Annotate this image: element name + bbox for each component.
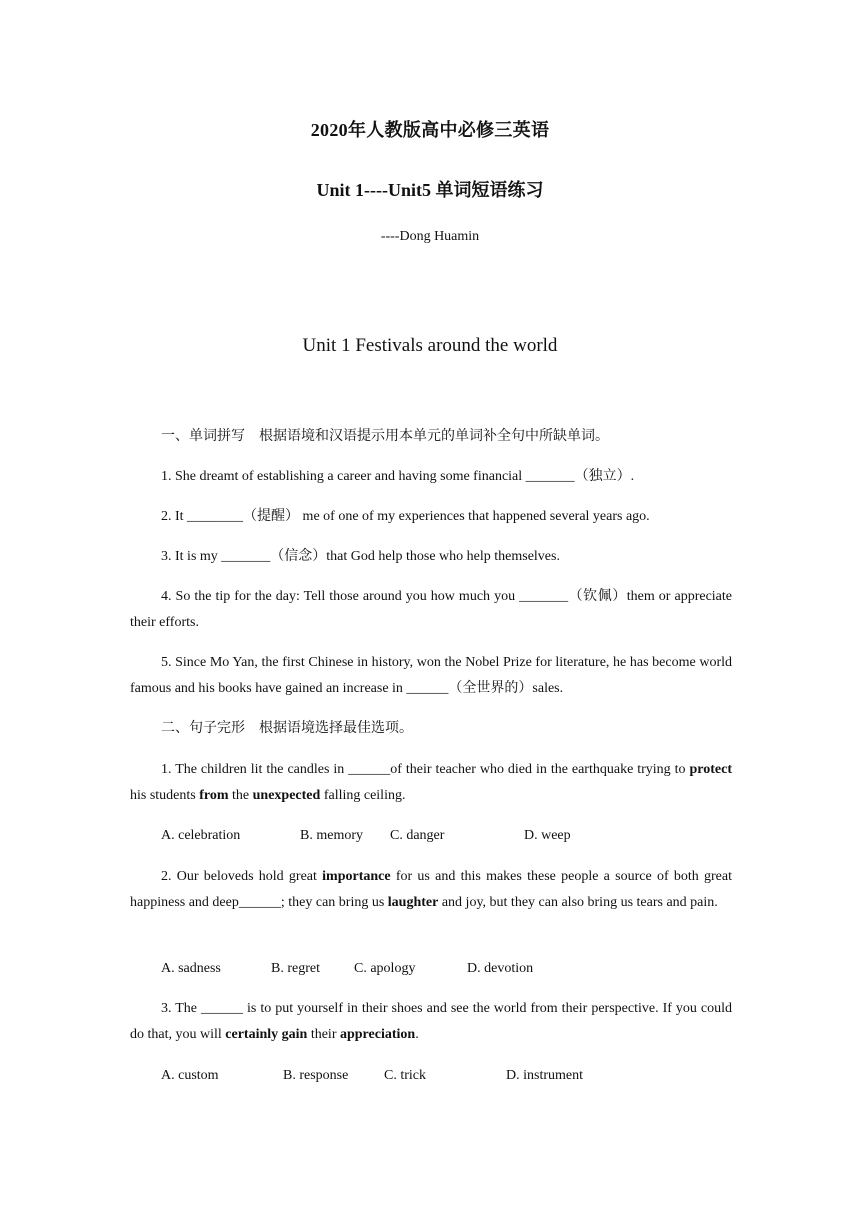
section1-item-4: 4. So the tip for the day: Tell those around you how much you _______（钦佩）them or appreciate their efforts. xyxy=(130,589,732,630)
option-d: D. weep xyxy=(524,828,571,843)
question-text: falling ceiling. xyxy=(320,788,406,803)
bold-word: protect xyxy=(689,762,732,777)
section1-item-5: 5. Since Mo Yan, the first Chinese in history, won the Nobel Prize for literature, he has become world famous and his books have gained an increase in ______（全世界的）sales. xyxy=(130,655,732,696)
document-subtitle: Unit 1----Unit5 单词短语练习 xyxy=(316,180,544,200)
bold-word: laughter xyxy=(387,895,439,910)
question-3 xyxy=(130,996,732,1048)
unit-title: Unit 1 Festivals around the world xyxy=(302,335,558,356)
question-text: . xyxy=(415,1027,419,1042)
document-title: 2020年人教版高中必修三英语 xyxy=(310,120,550,140)
bold-word: certainly gain xyxy=(225,1027,308,1042)
question-text: for us and this makes these people a source of both great happiness and deep______; they can bring us xyxy=(130,869,732,910)
option-b: B. regret xyxy=(271,961,320,976)
question-2 xyxy=(130,864,732,916)
bold-word: from xyxy=(199,788,229,803)
option-a: A. custom xyxy=(161,1068,219,1083)
option-c: C. apology xyxy=(354,961,416,976)
option-c: C. danger xyxy=(390,828,445,843)
option-b: B. memory xyxy=(300,828,363,843)
question-text: the xyxy=(228,788,253,803)
question-text: their xyxy=(307,1027,340,1042)
bold-word: unexpected xyxy=(252,788,321,803)
question-text: his students xyxy=(130,788,200,803)
option-b: B. response xyxy=(283,1068,349,1083)
question-text: 1. The children lit the candles in ______of their teacher who died in the earthquake trying to xyxy=(161,762,690,777)
option-a: A. celebration xyxy=(161,828,241,843)
section1-heading: 一、单词拼写 根据语境和汉语提示用本单元的单词补全句中所缺单词。 xyxy=(161,429,609,444)
option-d: D. instrument xyxy=(506,1068,583,1083)
question-text: and joy, but they can also bring us tears and pain. xyxy=(438,895,718,910)
bold-word: appreciation xyxy=(339,1027,416,1042)
option-d: D. devotion xyxy=(467,961,534,976)
question-1 xyxy=(130,757,732,809)
option-a: A. sadness xyxy=(161,961,221,976)
option-c: C. trick xyxy=(384,1068,426,1083)
document-author: ----Dong Huamin xyxy=(380,229,480,244)
question-text: 3. The ______ is to put yourself in their shoes and see the world from their perspective. If you could do that, you will xyxy=(130,1001,732,1042)
section1-item-3: 3. It is my _______（信念）that God help those who help themselves. xyxy=(161,549,560,564)
section1-item-2: 2. It ________（提醒） me of one of my experiences that happened several years ago. xyxy=(161,509,650,524)
question-text: 2. Our beloveds hold great xyxy=(161,869,323,884)
bold-word: importance xyxy=(322,869,391,884)
section1-item-1: 1. She dreamt of establishing a career and having some financial _______（独立）. xyxy=(161,469,635,484)
section2-heading: 二、句子完形 根据语境选择最佳选项。 xyxy=(161,721,413,736)
